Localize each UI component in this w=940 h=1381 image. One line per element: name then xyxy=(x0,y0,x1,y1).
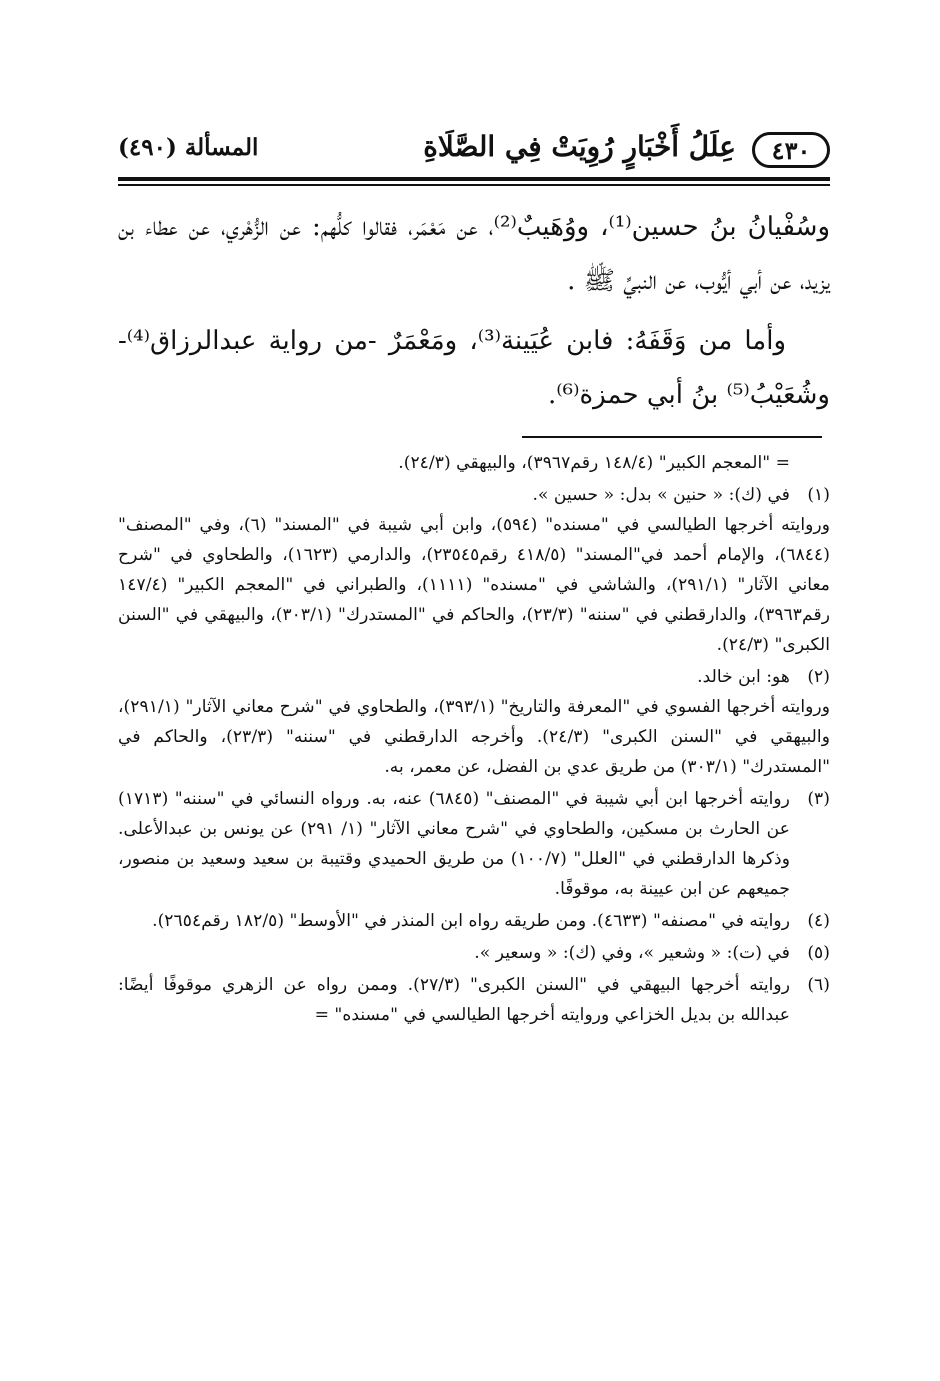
footnote-body: وروايته أخرجها الطيالسي في "مسنده" (٥٩٤)، وابن أبي شيبة في "المسند" (٦)، وفي "المصنف" (٦٨٤٤)، والإمام أحمد في"المسند" (٤١٨/٥ رقم٢٣٥٤٥)، والدارمي (١٦٢٣)، والطحاوي في "شرح معاني الآثار" (٢٩١/١)، والشاشي في "مسنده" (١١١١)، والطبراني في "المعجم الكبير" (١٤٧/٤ رقم٣٩٦٣)، والدارقطني في "سننه" (٢٣/٣)، والحاكم في "المستدرك" (٣٠٣/١)، والبيهقي في "السنن الكبرى" (٢٤/٣). xyxy=(118,515,831,655)
footnote-separator xyxy=(522,436,822,438)
main-paragraph-2: وأما من وَقَفَهُ: فابن عُيَينة⁽³⁾، ومَعْمَرٌ -من رواية عبدالرزاق⁽⁴⁾- وشُعَيْبُ⁽⁵⁾ بنُ أبي حمزة⁽⁶⁾. xyxy=(118,326,830,410)
footnote-text: في (ك): « حنين » بدل: « حسين ». xyxy=(532,485,790,505)
footnote-number: (٥) xyxy=(807,943,830,963)
footnote-text: هو: ابن خالد. xyxy=(697,667,790,687)
footnote-1 xyxy=(118,480,830,660)
main-text xyxy=(118,200,830,422)
header-rule-thin xyxy=(118,184,830,186)
page-header xyxy=(118,118,830,178)
footnote-4 xyxy=(118,906,830,936)
footnote-body: وروايته أخرجها الفسوي في "المعرفة والتاريخ" (٣٩٣/١)، والطحاوي في "شرح معاني الآثار" (٢٩١/١)، والبيهقي في "السنن الكبرى" (٢٤/٣). وأخرجه الدارقطني في "سننه" (٢٣/٣)، والحاكم في "المستدرك" (٣٠٣/١) من طريق عدي بن الفضل، عن معمر، به. xyxy=(118,697,831,777)
footnote-number: (٦) xyxy=(807,975,830,995)
page-number-badge xyxy=(752,132,830,168)
footnote-number: (٤) xyxy=(807,911,830,931)
footnote-2 xyxy=(118,662,830,782)
footnote-number: (٢) xyxy=(807,667,830,687)
footnote-continuation: = "المعجم الكبير" (١٤٨/٤ رقم٣٩٦٧)، والبيهقي (٢٤/٣). xyxy=(398,453,790,473)
footnote-text: روايته أخرجها البيهقي في "السنن الكبرى" (٢٧/٣). وممن رواه عن الزهري موقوفًا أيضًا: عبدالله بن بديل الخزاعي وروايته أخرجها الطيالسي في "مسنده" = xyxy=(118,975,790,1025)
footnote-number: (٣) xyxy=(807,789,830,809)
footnote-text: روايته أخرجها ابن أبي شيبة في "المصنف" (٦٨٤٥) عنه، به. ورواه النسائي في "سننه" (١٧١٣) عن الحارث بن مسكين، والطحاوي في "شرح معاني الآثار" (١/ ٢٩١) عن يونس بن عبدالأعلى. وذكرها الدارقطني في "العلل" (١٠٠/٧) من طريق الحميدي وقتيبة بن سعيد وسعيد بن منصور، جميعهم عن ابن عيينة به، موقوفًا. xyxy=(118,789,790,899)
book-title: عِلَلُ أَخْبَارٍ رُوِيَتْ فِي الصَّلَاةِ xyxy=(423,130,736,163)
footnote-number: (١) xyxy=(807,485,830,505)
footnotes xyxy=(118,448,830,1032)
footnote-3 xyxy=(118,784,830,904)
header-rule-thick xyxy=(118,177,830,181)
page-number: ٤٣٠ xyxy=(771,135,811,165)
main-paragraph-1: وسُفْيانُ بنُ حسين⁽¹⁾، ووُهَيبٌ⁽²⁾، عن مَعْمَر، فقالوا كلُّهم: عن الزُّهْري، عن عطاء بن يزيد، عن أبي أيُّوب، عن النبيِّ ﷺ . xyxy=(118,212,830,296)
issue-label: المسألة (٤٩٠) xyxy=(118,134,259,161)
footnote-text: في (ت): « وشعير »، وفي (ك): « وسعير ». xyxy=(474,943,790,963)
footnote-6 xyxy=(118,970,830,1030)
footnote-text: روايته في "مصنفه" (٤٦٣٣). ومن طريقه رواه ابن المنذر في "الأوسط" (١٨٢/٥ رقم٢٦٥٤). xyxy=(152,911,790,931)
footnote-5 xyxy=(118,938,830,968)
